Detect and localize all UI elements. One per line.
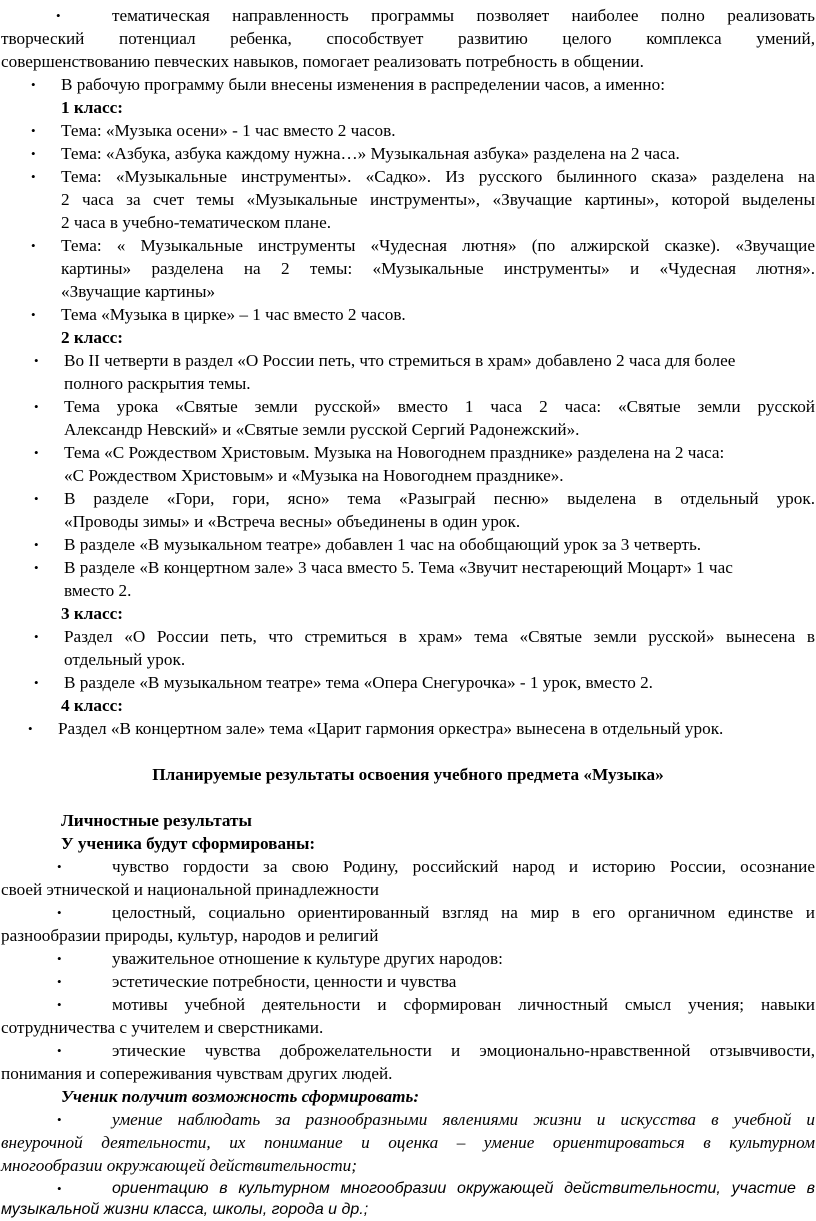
bullet-icon: •: [57, 1043, 62, 1058]
list-item-continued: отдельный урок.: [64, 650, 186, 669]
bullet-icon: •: [57, 1181, 62, 1196]
bullet-icon: •: [31, 123, 36, 138]
list-item-continued: разнообразии природы, культур, народов и религий: [1, 926, 379, 945]
list-item: Раздел «О России петь, что стремиться в храм» тема «Святые земли русской» вынесена в: [64, 627, 815, 646]
list-item-continued: 2 часа за счет темы «Музыкальные инструменты», «Звучащие картины», которой выделены: [61, 190, 815, 209]
subsection-heading: Личностные результаты: [61, 811, 252, 830]
list-item: уважительное отношение к культуре других народов:: [112, 949, 503, 968]
list-item: целостный, социально ориентированный взгляд на мир в его органичном единстве и: [112, 903, 815, 922]
bullet-icon: •: [28, 721, 33, 736]
bullet-icon: •: [34, 399, 39, 414]
bullet-icon: •: [31, 77, 36, 92]
list-item-continued: полного раскрытия темы.: [64, 374, 251, 393]
list-item-continued: 2 часа в учебно-тематическом плане.: [61, 213, 332, 232]
list-item: мотивы учебной деятельности и сформирован личностный смысл учения; навыки: [112, 995, 815, 1014]
list-item: Тема «С Рождеством Христовым. Музыка на Новогоднем празднике» разделена на 2 часа:: [64, 443, 725, 462]
list-item: Тема «Музыка в цирке» – 1 час вместо 2 часов.: [61, 305, 406, 324]
list-item: Тема: « Музыкальные инструменты «Чудесная лютня» (по алжирской сказке). «Звучащие: [61, 236, 815, 255]
list-item-continued: понимания и сопереживания чувствам других людей.: [1, 1064, 393, 1083]
bullet-icon: •: [57, 997, 62, 1012]
bullet-icon: •: [56, 8, 61, 23]
list-item-continued: внеурочной деятельности, их понимание и оценка – умение ориентироваться в культурном: [1, 1133, 815, 1152]
list-item: Тема: «Азбука, азбука каждому нужна…» Музыкальная азбука» разделена на 2 часа.: [61, 144, 680, 163]
bullet-icon: •: [31, 169, 36, 184]
paragraph-line: совершенствованию певческих навыков, помогает реализовать потребность в общении.: [1, 52, 644, 71]
list-item: умение наблюдать за разнообразными явлениями жизни и искусства в учебной и: [112, 1110, 815, 1129]
list-item: Во II четверти в раздел «О России петь, что стремиться в храм» добавлено 2 часа для более: [64, 351, 736, 370]
bullet-icon: •: [31, 238, 36, 253]
list-item: Раздел «В концертном зале» тема «Царит гармония оркестра» вынесена в отдельный урок.: [58, 719, 724, 738]
grade-heading: 3 класс:: [61, 604, 124, 623]
list-item: В рабочую программу были внесены изменения в распределении часов, а именно:: [61, 75, 665, 94]
bullet-icon: •: [57, 951, 62, 966]
bullet-icon: •: [34, 537, 39, 552]
list-item-continued: картины» разделена на 2 темы: «Музыкальные инструменты» и «Чудесная лютня».: [61, 259, 815, 278]
list-item-continued: «С Рождеством Христовым» и «Музыка на Новогоднем празднике».: [64, 466, 564, 485]
list-item-continued: Александр Невский» и «Святые земли русской Сергий Радонежский».: [64, 420, 580, 439]
bullet-icon: •: [57, 905, 62, 920]
list-item-continued: сотрудничества с учителем и сверстниками.: [1, 1018, 324, 1037]
list-item: В разделе «В музыкальном театре» тема «Опера Снегурочка» - 1 урок, вместо 2.: [64, 673, 653, 692]
subsection-heading: У ученика будут сформированы:: [61, 834, 316, 853]
list-item: В разделе «Гори, гори, ясно» тема «Разыграй песню» выделена в отдельный урок.: [64, 489, 815, 508]
list-item: чувство гордости за свою Родину, российский народ и историю России, осознание: [112, 857, 815, 876]
list-item-continued: вместо 2.: [64, 581, 132, 600]
bullet-icon: •: [57, 974, 62, 989]
list-item: этические чувства доброжелательности и эмоционально-нравственной отзывчивости,: [112, 1041, 815, 1060]
list-item: ориентацию в культурном многообразии окружающей действительности, участие в: [112, 1180, 815, 1197]
bullet-icon: •: [34, 560, 39, 575]
grade-heading: 1 класс:: [61, 98, 124, 117]
bullet-icon: •: [31, 307, 36, 322]
bullet-icon: •: [57, 1112, 62, 1127]
grade-heading: 2 класс:: [61, 328, 124, 347]
list-item: Тема урока «Святые земли русской» вместо 1 часа 2 часа: «Святые земли русской: [64, 397, 815, 416]
list-item-continued: своей этнической и национальной принадлежности: [1, 880, 379, 899]
paragraph-line: тематическая направленность программы позволяет наиболее полно реализовать: [112, 6, 815, 25]
bullet-icon: •: [34, 445, 39, 460]
bullet-icon: •: [34, 629, 39, 644]
grade-heading: 4 класс:: [61, 696, 124, 715]
bullet-icon: •: [57, 859, 62, 874]
list-item: В разделе «В концертном зале» 3 часа вместо 5. Тема «Звучит нестареющий Моцарт» 1 час: [64, 558, 733, 577]
bullet-icon: •: [34, 675, 39, 690]
list-item-continued: «Проводы зимы» и «Встреча весны» объединены в один урок.: [64, 512, 521, 531]
paragraph-line: творческий потенциал ребенка, способствует развитию целого комплекса умений,: [1, 29, 815, 48]
bullet-icon: •: [31, 146, 36, 161]
bullet-icon: •: [34, 491, 39, 506]
section-title: Планируемые результаты освоения учебного предмета «Музыка»: [152, 765, 664, 784]
list-item: эстетические потребности, ценности и чувства: [112, 972, 457, 991]
list-item: Тема: «Музыкальные инструменты». «Садко». Из русского былинного сказа» разделена на: [61, 167, 815, 186]
list-item: Тема: «Музыка осени» - 1 час вместо 2 часов.: [61, 121, 396, 140]
list-item-continued: многообразии окружающей действительности;: [1, 1156, 358, 1175]
list-item: В разделе «В музыкальном театре» добавлен 1 час на обобщающий урок за 3 четверть.: [64, 535, 702, 554]
list-item-continued: музыкальной жизни класса, школы, города и др.;: [1, 1201, 369, 1218]
list-item-continued: «Звучащие картины»: [61, 282, 216, 301]
subsection-heading: Ученик получит возможность сформировать:: [61, 1087, 420, 1106]
bullet-icon: •: [34, 353, 39, 368]
